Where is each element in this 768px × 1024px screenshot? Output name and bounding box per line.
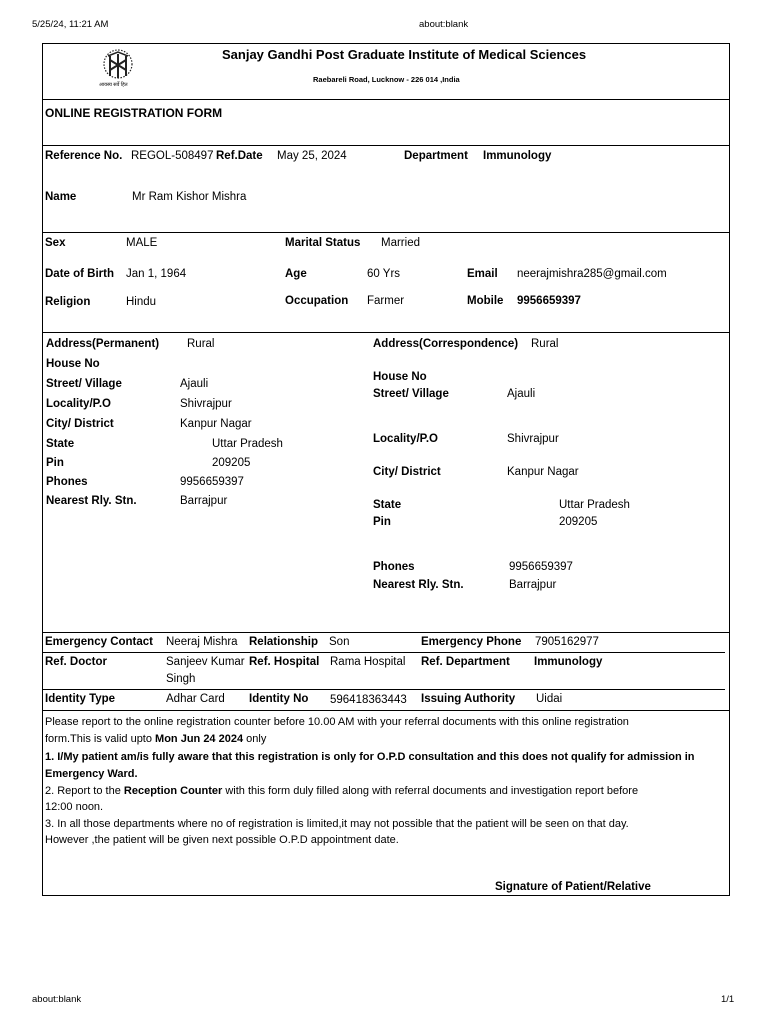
instruction-validity: form.This is valid upto Mon Jun 24 2024 only (45, 733, 267, 745)
instruction-point-3: 3. In all those departments where no of registration is limited,it may not possible that the patient will be seen on that day. (45, 818, 629, 830)
marital-status-value: Married (381, 237, 420, 249)
sex-value: MALE (126, 237, 158, 249)
identity-type-value: Adhar Card (166, 693, 225, 705)
institute-address: Raebareli Road, Lucknow - 226 014 ,India (313, 75, 460, 84)
corr-state-value: Uttar Pradesh (559, 499, 630, 511)
perm-street-value: Ajauli (180, 378, 209, 390)
form-title: ONLINE REGISTRATION FORM (45, 106, 223, 120)
email-value: neerajmishra285@gmail.com (517, 268, 667, 280)
ref-date-label: Ref.Date (216, 150, 263, 162)
print-url: about:blank (419, 19, 469, 30)
ref-hospital-label: Ref. Hospital (249, 656, 320, 668)
corr-rly-value: Barrajpur (509, 579, 557, 591)
ref-department-label: Ref. Department (421, 656, 510, 668)
perm-house-label: House No (46, 358, 100, 370)
department-value: Immunology (483, 150, 552, 162)
instruction-point-2: 2. Report to the Reception Counter with this form duly filled along with referral documents and investigation report before (45, 785, 639, 797)
religion-label: Religion (45, 296, 91, 308)
identity-no-value: 596418363443 (330, 694, 407, 706)
corr-rly-label: Nearest Rly. Stn. (373, 579, 464, 591)
corr-street-value: Ajauli (507, 388, 536, 400)
divider (42, 145, 730, 146)
instruction-point-2-line2: 12:00 noon. (45, 801, 104, 813)
name-value: Mr Ram Kishor Mishra (132, 191, 247, 203)
corr-pin-value: 209205 (559, 516, 598, 528)
address-permanent-type: Rural (187, 338, 215, 350)
corr-house-label: House No (373, 371, 427, 383)
footer-url: about:blank (32, 994, 82, 1005)
relationship-label: Relationship (249, 636, 319, 648)
occupation-label: Occupation (285, 295, 349, 307)
corr-street-label: Street/ Village (373, 388, 449, 400)
ref-doctor-value: Sanjeev Kumar (166, 656, 245, 668)
perm-pin-label: Pin (46, 457, 64, 469)
religion-value: Hindu (126, 296, 157, 308)
age-label: Age (285, 268, 307, 280)
corr-locality-label: Locality/P.O (373, 433, 438, 445)
name-label: Name (45, 191, 77, 203)
issuing-authority-label: Issuing Authority (421, 693, 516, 705)
ref-doctor-label: Ref. Doctor (45, 656, 107, 668)
address-permanent-title: Address(Permanent) (46, 338, 160, 350)
emergency-contact-label: Emergency Contact (45, 636, 154, 648)
instruction-point-1-line2: Emergency Ward. (45, 768, 138, 780)
age-value: 60 Yrs (367, 268, 401, 280)
address-correspondence-title: Address(Correspondence) (373, 338, 519, 350)
corr-city-label: City/ District (373, 466, 441, 478)
issuing-authority-value: Uidai (536, 693, 563, 705)
perm-city-value: Kanpur Nagar (180, 418, 252, 430)
divider (42, 652, 725, 653)
email-label: Email (467, 268, 498, 280)
valid-until-date: Mon Jun 24 2024 (155, 733, 244, 745)
perm-state-label: State (46, 438, 75, 450)
dob-value: Jan 1, 1964 (126, 268, 187, 280)
corr-phones-label: Phones (373, 561, 415, 573)
perm-state-value: Uttar Pradesh (212, 438, 283, 450)
marital-status-label: Marital Status (285, 237, 361, 249)
divider (42, 632, 730, 633)
corr-state-label: State (373, 499, 402, 511)
divider (42, 332, 730, 333)
perm-rly-value: Barrajpur (180, 495, 228, 507)
perm-city-label: City/ District (46, 418, 114, 430)
mobile-value: 9956659397 (517, 295, 581, 307)
institute-name: Sanjay Gandhi Post Graduate Institute of Medical Sciences (222, 47, 587, 62)
corr-phones-value: 9956659397 (509, 561, 573, 573)
instruction-point-3-line2: However ,the patient will be given next possible O.P.D appointment date. (45, 834, 399, 846)
ref-hospital-value: Rama Hospital (330, 656, 406, 668)
reference-no-label: Reference No. (45, 150, 123, 162)
dob-label: Date of Birth (45, 268, 114, 280)
corr-pin-label: Pin (373, 516, 391, 528)
department-label: Department (404, 150, 468, 162)
perm-pin-value: 209205 (212, 457, 251, 469)
divider (42, 232, 730, 233)
address-correspondence-type: Rural (531, 338, 559, 350)
relationship-value: Son (329, 636, 350, 648)
emergency-contact-value: Neeraj Mishra (166, 636, 238, 648)
instruction-point-1: 1. I/My patient am/is fully aware that this registration is only for O.P.D consultation and this does not qualify for admission in (45, 751, 695, 763)
reference-no-value: REGOL-508497 (131, 150, 214, 162)
print-datetime: 5/25/24, 11:21 AM (32, 19, 109, 30)
instruction-line: Please report to the online registration counter before 10.00 AM with your referral documents with this online registration (45, 716, 629, 728)
signature-label: Signature of Patient/Relative (495, 881, 651, 893)
occupation-value: Farmer (367, 295, 405, 307)
emergency-phone-value: 7905162977 (535, 636, 599, 648)
divider (42, 689, 725, 690)
footer-page-number: 1/1 (721, 994, 735, 1005)
logo-caption: आयस्य सर्वे हित (99, 82, 128, 88)
corr-locality-value: Shivrajpur (507, 433, 559, 445)
corr-city-value: Kanpur Nagar (507, 466, 579, 478)
identity-type-label: Identity Type (45, 693, 116, 705)
divider (42, 710, 730, 711)
perm-locality-label: Locality/P.O (46, 398, 111, 410)
divider (42, 99, 730, 100)
reception-counter-text: Reception Counter (123, 785, 223, 797)
ref-date-value: May 25, 2024 (277, 150, 347, 162)
mobile-label: Mobile (467, 295, 504, 307)
sex-label: Sex (45, 237, 66, 249)
emergency-phone-label: Emergency Phone (421, 636, 522, 648)
identity-no-label: Identity No (249, 693, 309, 705)
ref-department-value: Immunology (534, 656, 603, 668)
ref-doctor-value-line2: Singh (166, 673, 196, 685)
perm-phones-value: 9956659397 (180, 476, 244, 488)
perm-phones-label: Phones (46, 476, 88, 488)
perm-street-label: Street/ Village (46, 378, 122, 390)
perm-locality-value: Shivrajpur (180, 398, 232, 410)
perm-rly-label: Nearest Rly. Stn. (46, 495, 137, 507)
